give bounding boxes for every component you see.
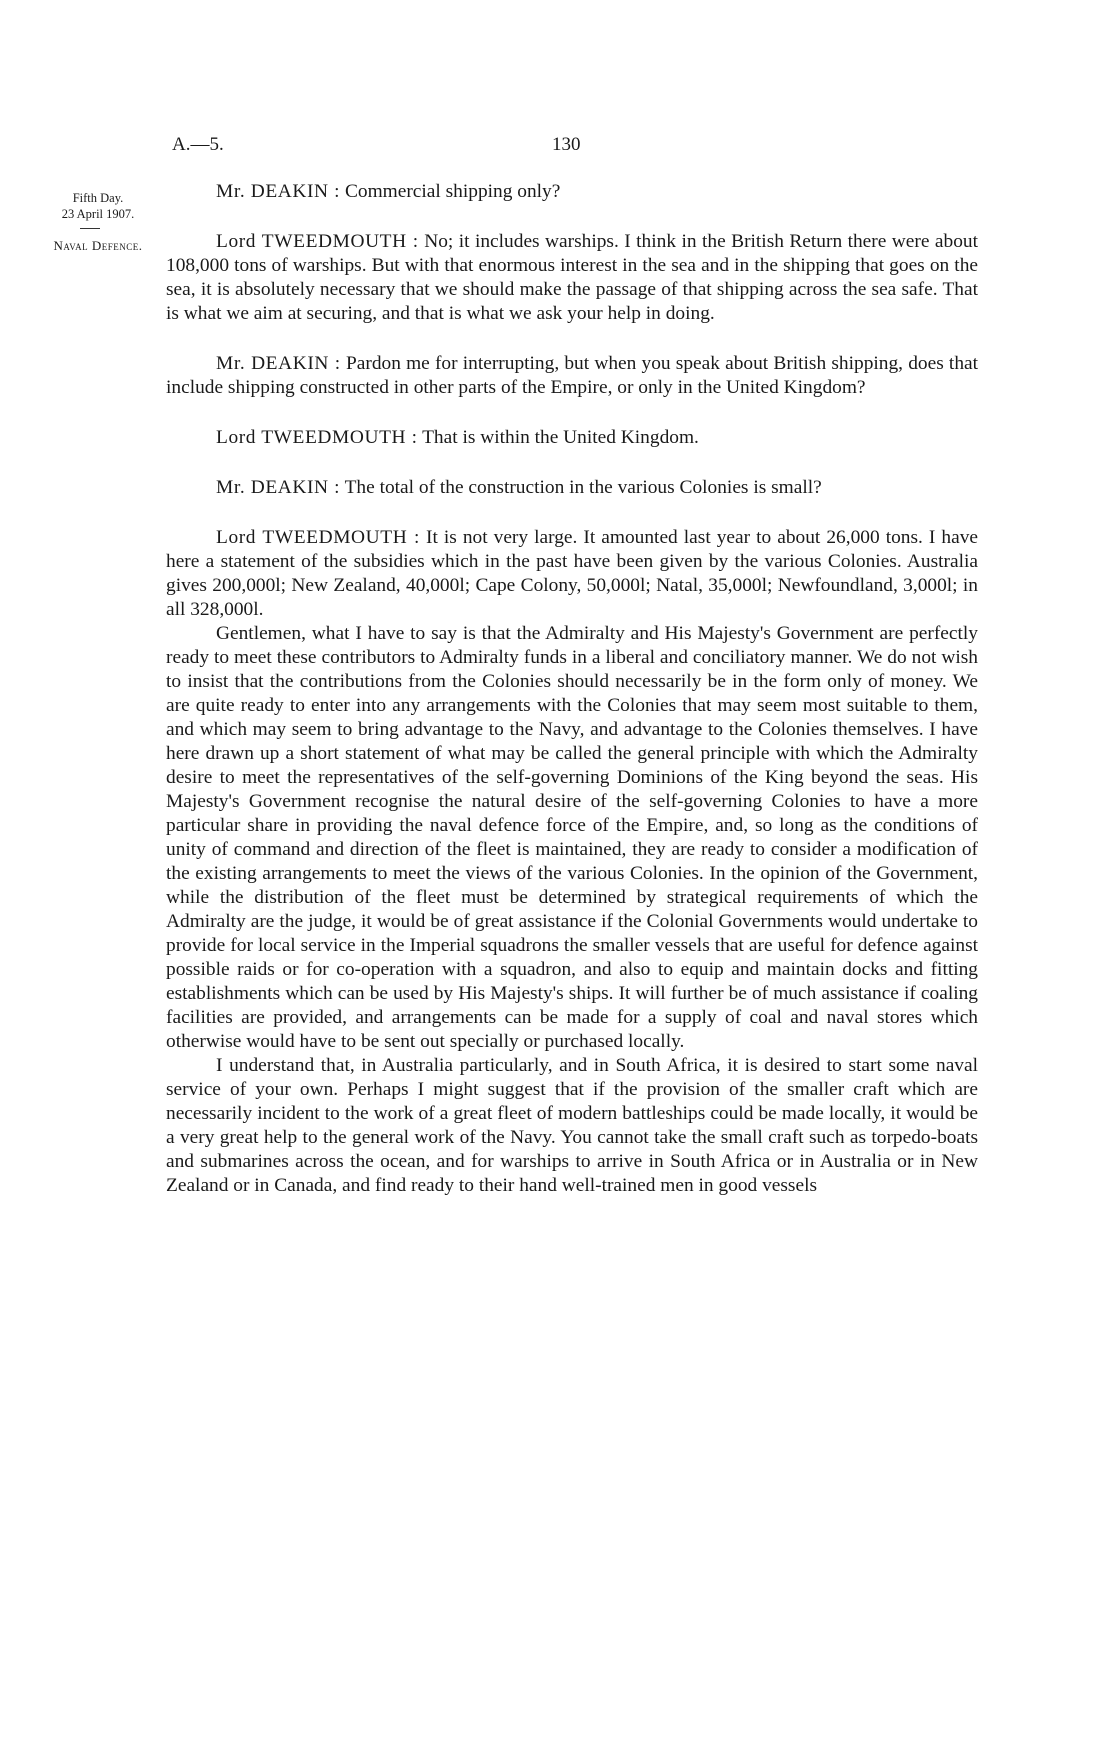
paragraph bbox=[166, 180, 978, 204]
transcript-body bbox=[166, 180, 978, 1198]
paragraph bbox=[166, 622, 978, 1054]
speaker-name: Mr. DEAKIN : bbox=[216, 353, 341, 374]
margin-rule bbox=[80, 228, 100, 229]
speech-text: No; it includes warships. I think in the British Return there were about 108,000 tons of warships. But with that enormous interest in the sea and in the shipping that goes on the sea, it is absolutely necessary that we should make the passage of that shipping across the sea safe. That is what we aim at securing, and that is what we ask your help in doing. bbox=[166, 231, 978, 324]
speech-text: It is not very large. It amounted last year to about 26,000 tons. I have here a statement of the subsidies which in the past have been given by the various Colonies. Australia gives 200,000l; New Zealand, 40,000l; Cape Colony, 50,000l; Natal, 35,000l; Newfoundland, 3,000l; in all 328,000l. bbox=[166, 527, 979, 620]
speaker-name: Mr. DEAKIN : bbox=[216, 477, 341, 498]
document-reference: A.—5. bbox=[172, 134, 224, 155]
paragraph bbox=[166, 230, 978, 326]
page-number: 130 bbox=[552, 134, 581, 155]
speaker-name: Lord TWEEDMOUTH : bbox=[216, 527, 420, 548]
speaker-name: Lord TWEEDMOUTH : bbox=[216, 231, 419, 252]
speech-text: The total of the construction in the various Colonies is small? bbox=[344, 477, 822, 498]
speaker-name: Lord TWEEDMOUTH : bbox=[216, 427, 418, 448]
page-header bbox=[172, 134, 982, 158]
paragraph bbox=[166, 352, 978, 400]
paragraph bbox=[166, 526, 978, 622]
margin-date: 23 April 1907. bbox=[61, 207, 135, 221]
margin-day: Fifth Day. bbox=[72, 191, 124, 205]
paragraph bbox=[166, 1054, 978, 1198]
speech-text: Pardon me for interrupting, but when you speak about British shipping, does that include shipping constructed in other parts of the Empire, or only in the United Kingdom? bbox=[166, 353, 979, 398]
margin-subject: Naval Defence. bbox=[53, 238, 143, 253]
speaker-name: Mr. DEAKIN : bbox=[216, 181, 341, 202]
paragraph bbox=[166, 476, 978, 500]
speech-text: That is within the United Kingdom. bbox=[422, 427, 699, 448]
speech-text: Commercial shipping only? bbox=[344, 181, 561, 202]
speech-text: I understand that, in Australia particularly, and in South Africa, it is desired to start some naval service of your own. Perhaps I might suggest that if the provision of the smaller craft which are necessarily incident to the work of a great fleet of modern battleships could be made locally, it would be a very great help to the general work of the Navy. You cannot take the small craft such as torpedo-boats and submarines across the ocean, and for warships to arrive in South Africa or in Australia or in New Zealand or in Canada, and find ready to their hand well-trained men in good vessels bbox=[166, 1055, 978, 1196]
speech-text: Gentlemen, what I have to say is that the Admiralty and His Majesty's Government are perfectly ready to meet these contributors to Admiralty funds in a liberal and conciliatory manner. We do not wish to insist that the contributions from the Colonies should necessarily be in the form only of money. We are quite ready to enter into any arrangements with the Colonies that may seem most suitable to them, and which may seem to bring advantage to the Navy, and advantage to the Colonies themselves. I have here drawn up a short statement of what may be called the general principle with which the Admiralty desire to meet the representatives of the self-governing Dominions of the King beyond the seas. His Majesty's Government recognise the natural desire of the self-governing Colonies to have a more particular share in providing the naval defence force of the Empire, and, so long as the conditions of unity of command and direction of the fleet is maintained, they are ready to consider a modification of the existing arrangements to meet the views of the various Colonies. In the opinion of the Government, while the distribution of the fleet must be determined by strategical requirements of which the Admiralty are the judge, it would be of great assistance if the Colonial Governments would undertake to provide for local service in the Imperial squadrons the smaller vessels that are useful for defence against possible raids or for co-operation with a squadron, and also to equip and maintain docks and fitting establishments which can be used by His Majesty's ships. It will further be of much assistance if coaling facilities are provided, and arrangements can be made for a supply of coal and naval stores which otherwise would have to be sent out specially or purchased locally. bbox=[166, 623, 978, 1052]
paragraph bbox=[166, 426, 978, 450]
